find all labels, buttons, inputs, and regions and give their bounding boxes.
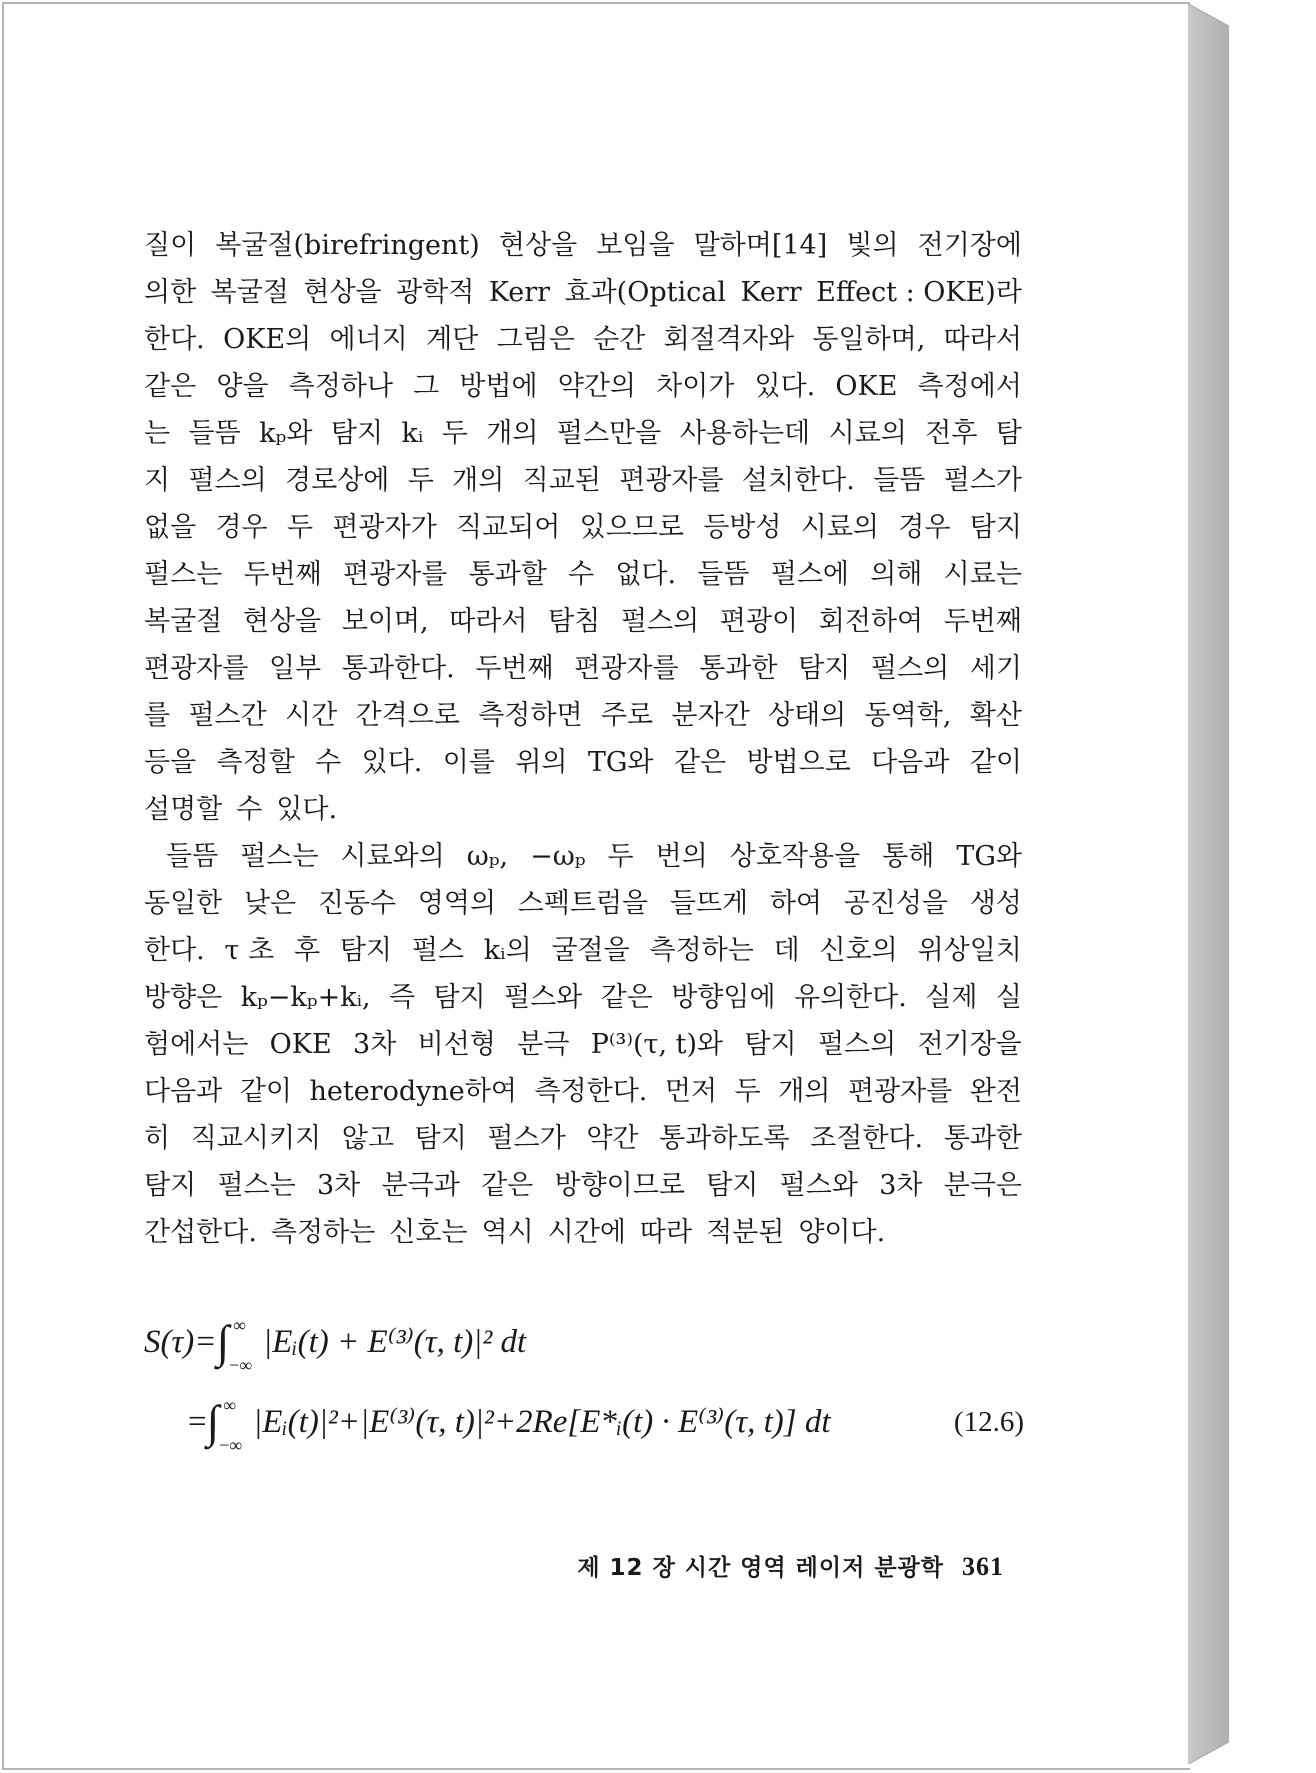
word: 굴절을 — [551, 935, 630, 966]
word: 전기장을 — [917, 1029, 1022, 1060]
text-line — [144, 269, 1022, 316]
text-line — [144, 1115, 1022, 1162]
word: 말하며[14] — [693, 230, 828, 261]
word: 들뜸 — [166, 841, 219, 872]
text-line — [144, 410, 1022, 457]
word: Kerr — [740, 277, 802, 308]
word: 에너지 — [329, 324, 408, 355]
word: 측정하는 — [649, 935, 754, 966]
word: 간섭한다. — [144, 1217, 257, 1248]
word: 주로 — [600, 700, 654, 731]
word: 들뜨게 — [669, 888, 749, 919]
word: P⁽³⁾(τ, t)와 — [590, 1029, 724, 1060]
word: 펄스는 — [217, 1170, 296, 1201]
word: 탐 — [995, 418, 1022, 449]
word: 펄스는 — [144, 559, 223, 590]
word: 같은 — [481, 1170, 534, 1201]
word: 통과한 — [699, 653, 778, 684]
text-line — [144, 1068, 1022, 1115]
page-stack-edge — [1188, 4, 1276, 1764]
word: 즉 — [388, 982, 416, 1013]
text-line — [144, 1162, 1022, 1209]
word: 시간에 — [547, 1217, 626, 1248]
integral-limits — [219, 1394, 253, 1454]
text-line — [144, 598, 1022, 645]
text-line — [144, 457, 1022, 504]
word: 직교된 — [522, 465, 601, 496]
upper-limit: ∞ — [223, 1395, 237, 1416]
word: 하여 — [769, 888, 822, 919]
word: 방법으로 — [746, 747, 851, 778]
word: 비선형 — [417, 1029, 496, 1060]
word: 신호는 — [389, 1217, 468, 1248]
integral-sign: ∫ — [206, 1396, 220, 1448]
word: 확산 — [969, 700, 1022, 731]
word: 편광이 — [719, 606, 799, 637]
word: 영역의 — [417, 888, 497, 919]
text-line — [144, 551, 1022, 598]
body-text — [144, 222, 1022, 1256]
word: 번의 — [655, 841, 708, 872]
word: 역시 — [481, 1217, 534, 1248]
word: 두번째 — [475, 653, 554, 684]
word: 데 — [773, 935, 800, 966]
word: 사용하는데 — [679, 418, 811, 449]
word: 경우 — [215, 512, 268, 543]
word: 동역학, — [864, 700, 952, 731]
page-footer — [574, 1549, 1004, 1582]
word: 분극과 — [381, 1170, 460, 1201]
word: 통과한 — [943, 1123, 1022, 1154]
text-line — [144, 927, 1022, 974]
word: 직교시키지 — [190, 1123, 322, 1154]
word: 보이며, — [341, 606, 429, 637]
word: 의한 — [144, 277, 197, 308]
word: 측정하면 — [478, 700, 583, 731]
word: 측정할 — [216, 747, 295, 778]
word: 시료와의 — [340, 841, 445, 872]
text-line — [144, 222, 1022, 269]
text-line — [144, 880, 1022, 927]
word: 조절한다. — [810, 1123, 924, 1154]
word: 두 — [734, 1076, 761, 1107]
word: 완전 — [969, 1076, 1022, 1107]
word: Effect : OKE)라 — [816, 277, 1022, 308]
word: OKE — [269, 1029, 332, 1060]
word: 펄스의 — [817, 1029, 897, 1060]
word: 없을 — [144, 512, 197, 543]
word: 한다. — [144, 324, 205, 355]
word: 직교되어 — [455, 512, 561, 543]
word: 양을 — [216, 371, 269, 402]
word: 낮은 — [243, 888, 297, 919]
word: 개의 — [778, 1076, 831, 1107]
equation-integrand: |Eᵢ(t) + E⁽³⁾(τ, t)|² dt — [263, 1324, 527, 1360]
word: 수 — [236, 794, 263, 825]
word: 탐침 — [548, 606, 601, 637]
word: 통해 — [882, 841, 935, 872]
word: kₚ−kₚ+kᵢ, — [240, 982, 371, 1013]
word: 그 — [413, 371, 440, 402]
word: 를 — [144, 700, 171, 731]
word: heterodyne하여 — [309, 1076, 517, 1107]
word: 펄스의 — [870, 653, 950, 684]
word: 험에서는 — [144, 1029, 249, 1060]
word: TG와 — [956, 841, 1022, 872]
equals-sign: = — [188, 1404, 207, 1440]
word: 유의한다. — [793, 982, 907, 1013]
word: 탐지 — [706, 1170, 759, 1201]
word: 편광자가 — [332, 512, 437, 543]
word: 회전하여 — [818, 606, 924, 637]
word: 는 — [144, 418, 171, 449]
word: 신호의 — [819, 935, 898, 966]
equation-number: (12.6) — [953, 1406, 1024, 1438]
word: 스펙트럼을 — [517, 888, 649, 919]
word: 위의 — [515, 747, 568, 778]
word: 효과(Optical — [564, 277, 726, 308]
equation-12-6 — [144, 1302, 1024, 1462]
word: 편광자를 — [574, 653, 679, 684]
lower-limit: −∞ — [219, 1435, 243, 1456]
word: 지 — [144, 465, 171, 496]
word: 탐지 — [414, 1123, 467, 1154]
word: 있으므로 — [579, 512, 684, 543]
word: 시간 — [285, 700, 338, 731]
word: 펄스만을 — [556, 418, 662, 449]
word: 통과하도록 — [659, 1123, 790, 1154]
word: 3차 — [879, 1170, 923, 1201]
word: 같은 — [144, 371, 197, 402]
word: 같은 — [600, 982, 653, 1013]
word: 분극 — [517, 1029, 570, 1060]
text-line — [144, 316, 1022, 363]
word: 같이 — [239, 1076, 292, 1107]
word: 복굴절 — [210, 277, 289, 308]
word: 양이다. — [798, 1217, 886, 1248]
page-number: 361 — [962, 1552, 1004, 1581]
word: 수 — [315, 747, 342, 778]
word: 통과한다. — [341, 653, 455, 684]
word: kᵢ의 — [483, 935, 532, 966]
text-line — [144, 504, 1022, 551]
word: 복굴절(birefringent) — [215, 230, 480, 261]
word: 히 — [144, 1123, 171, 1154]
word: 보임을 — [596, 230, 675, 261]
text-line — [144, 739, 1022, 786]
word: 탐지 — [144, 1170, 197, 1201]
word: 방법에 — [459, 371, 538, 402]
word: 시료는 — [943, 559, 1022, 590]
book-page — [2, 2, 1190, 1770]
word: 경로상에 — [285, 465, 390, 496]
upper-limit: ∞ — [233, 1315, 247, 1336]
integral-limits — [229, 1314, 263, 1374]
word: 두 — [441, 418, 468, 449]
word: 편광자를 — [342, 559, 448, 590]
word: 경우 — [898, 512, 951, 543]
word: 적분된 — [706, 1217, 785, 1248]
text-line — [144, 692, 1022, 739]
word: 편광자를 — [144, 653, 249, 684]
text-line — [144, 1021, 1022, 1068]
word: 같은 — [673, 747, 727, 778]
word: 있다. — [361, 747, 423, 778]
word: 진동수 — [317, 888, 397, 919]
word: 두 — [407, 465, 434, 496]
word: 설명할 — [144, 794, 223, 825]
word: 방향이므로 — [554, 1170, 685, 1201]
word: 순간 — [593, 324, 646, 355]
word: 약간의 — [557, 371, 636, 402]
word: 현상을 — [498, 230, 578, 261]
word: 실 — [995, 982, 1022, 1013]
text-line — [144, 786, 1022, 833]
word: 펄스 — [411, 935, 464, 966]
word: TG와 — [587, 747, 654, 778]
word: 펄스의 — [188, 465, 267, 496]
word: 설치한다. — [741, 465, 855, 496]
word: 광학적 — [396, 277, 475, 308]
word: 등방성 — [703, 512, 782, 543]
word: 실제 — [925, 982, 978, 1013]
word: 펄스의 — [620, 606, 700, 637]
word: 편광자를 — [847, 1076, 953, 1107]
word: 빛의 — [846, 230, 899, 261]
word: 펄스와 — [504, 982, 583, 1013]
text-line — [144, 974, 1022, 1021]
equation-integrand: |Eᵢ(t)|²+|E⁽³⁾(τ, t)|²+2Re[E*ᵢ(t) · E⁽³⁾(τ, t)] dt — [253, 1404, 831, 1440]
word: 들뜸 — [697, 559, 750, 590]
word: 탐지 — [433, 982, 486, 1013]
word: 펄스가 — [487, 1123, 566, 1154]
word: 없다. — [615, 559, 677, 590]
word: 탐지 — [798, 653, 851, 684]
word: 시료의 — [828, 418, 907, 449]
word: 따라서 — [943, 324, 1022, 355]
word: 펄스간 — [188, 700, 267, 731]
word: 측정에서 — [917, 371, 1022, 402]
word: OKE — [835, 371, 898, 402]
equation-line-2 — [144, 1382, 1024, 1462]
word: 측정하나 — [288, 371, 393, 402]
word: 동일한 — [144, 888, 223, 919]
word: 들뜸 — [873, 465, 926, 496]
word: 방향은 — [144, 982, 223, 1013]
word: 계단 — [426, 324, 479, 355]
word: 펄스가 — [943, 465, 1022, 496]
word: 후 — [293, 935, 321, 966]
text-line — [144, 363, 1022, 410]
word: 현상을 — [303, 277, 382, 308]
word: 전기장에 — [917, 230, 1022, 261]
word: 있다. — [754, 371, 816, 402]
word: 일부 — [268, 653, 322, 684]
word: 않고 — [341, 1123, 394, 1154]
word: 있다. — [276, 794, 338, 825]
word: 펄스에 — [770, 559, 849, 590]
chapter-title: 제 12 장 시간 영역 레이저 분광학 — [577, 1555, 944, 1581]
word: 차이가 — [656, 371, 735, 402]
text-line — [144, 833, 1022, 880]
word: 다음과 — [871, 747, 950, 778]
word: kₚ와 — [259, 418, 313, 449]
word: 복굴절 — [144, 606, 223, 637]
word: OKE의 — [223, 324, 312, 355]
word: 방향임에 — [671, 982, 776, 1013]
lower-limit: −∞ — [229, 1355, 253, 1376]
word: 편광자를 — [619, 465, 724, 496]
word: 세기 — [969, 653, 1022, 684]
word: 수 — [568, 559, 595, 590]
word: 약간 — [586, 1123, 639, 1154]
word: 등을 — [144, 747, 197, 778]
word: 통과할 — [468, 559, 547, 590]
word: Kerr — [488, 277, 551, 308]
word: 분극은 — [943, 1170, 1022, 1201]
word: 같이 — [969, 747, 1022, 778]
word: 탐지 — [969, 512, 1022, 543]
word: 두 — [607, 841, 634, 872]
word: 회절격자와 — [663, 324, 795, 355]
word: 전후 — [925, 418, 978, 449]
word: 탐지 — [339, 935, 393, 966]
word: 한다. — [144, 935, 205, 966]
word: 간격으로 — [355, 700, 460, 731]
word: 이를 — [442, 747, 495, 778]
word: 탐지 — [744, 1029, 797, 1060]
word: 두 — [286, 512, 314, 543]
word: 3차 — [316, 1170, 361, 1201]
word: 현상을 — [242, 606, 322, 637]
word: τ 초 — [224, 935, 275, 966]
integral-sign: ∫ — [216, 1316, 230, 1368]
word: ωₚ, — [466, 841, 509, 872]
word: 펄스는 — [240, 841, 319, 872]
word: 상태의 — [768, 700, 847, 731]
word: 질이 — [144, 230, 197, 261]
equation-line-1 — [144, 1302, 1024, 1382]
word: 공진성을 — [843, 888, 949, 919]
word: 개의 — [452, 465, 505, 496]
word: 그림은 — [496, 324, 575, 355]
word: 따라서 — [449, 606, 528, 637]
word: 측정하는 — [270, 1217, 376, 1248]
word: 들뜸 — [188, 418, 241, 449]
word: 3차 — [353, 1029, 397, 1060]
word: 생성 — [969, 888, 1022, 919]
word: 동일하며, — [812, 324, 926, 355]
word: 두번째 — [243, 559, 322, 590]
word: 먼저 — [664, 1076, 718, 1107]
text-line — [144, 645, 1022, 692]
word: 측정한다. — [534, 1076, 648, 1107]
word: 위상일치 — [917, 935, 1022, 966]
word: 두번째 — [943, 606, 1022, 637]
word: 따라 — [639, 1217, 693, 1248]
word: 펄스와 — [779, 1170, 858, 1201]
word: −ωₚ — [530, 841, 586, 872]
word: 상호작용을 — [729, 841, 861, 872]
equation-lhs: S(τ)= — [144, 1324, 217, 1360]
word: kᵢ — [401, 418, 424, 449]
word: 분자간 — [671, 700, 750, 731]
word: 시료의 — [800, 512, 879, 543]
word: 개의 — [486, 418, 539, 449]
word: 탐지 — [330, 418, 384, 449]
text-line — [144, 1209, 1022, 1256]
word: 의해 — [870, 559, 923, 590]
word: 다음과 — [144, 1076, 223, 1107]
